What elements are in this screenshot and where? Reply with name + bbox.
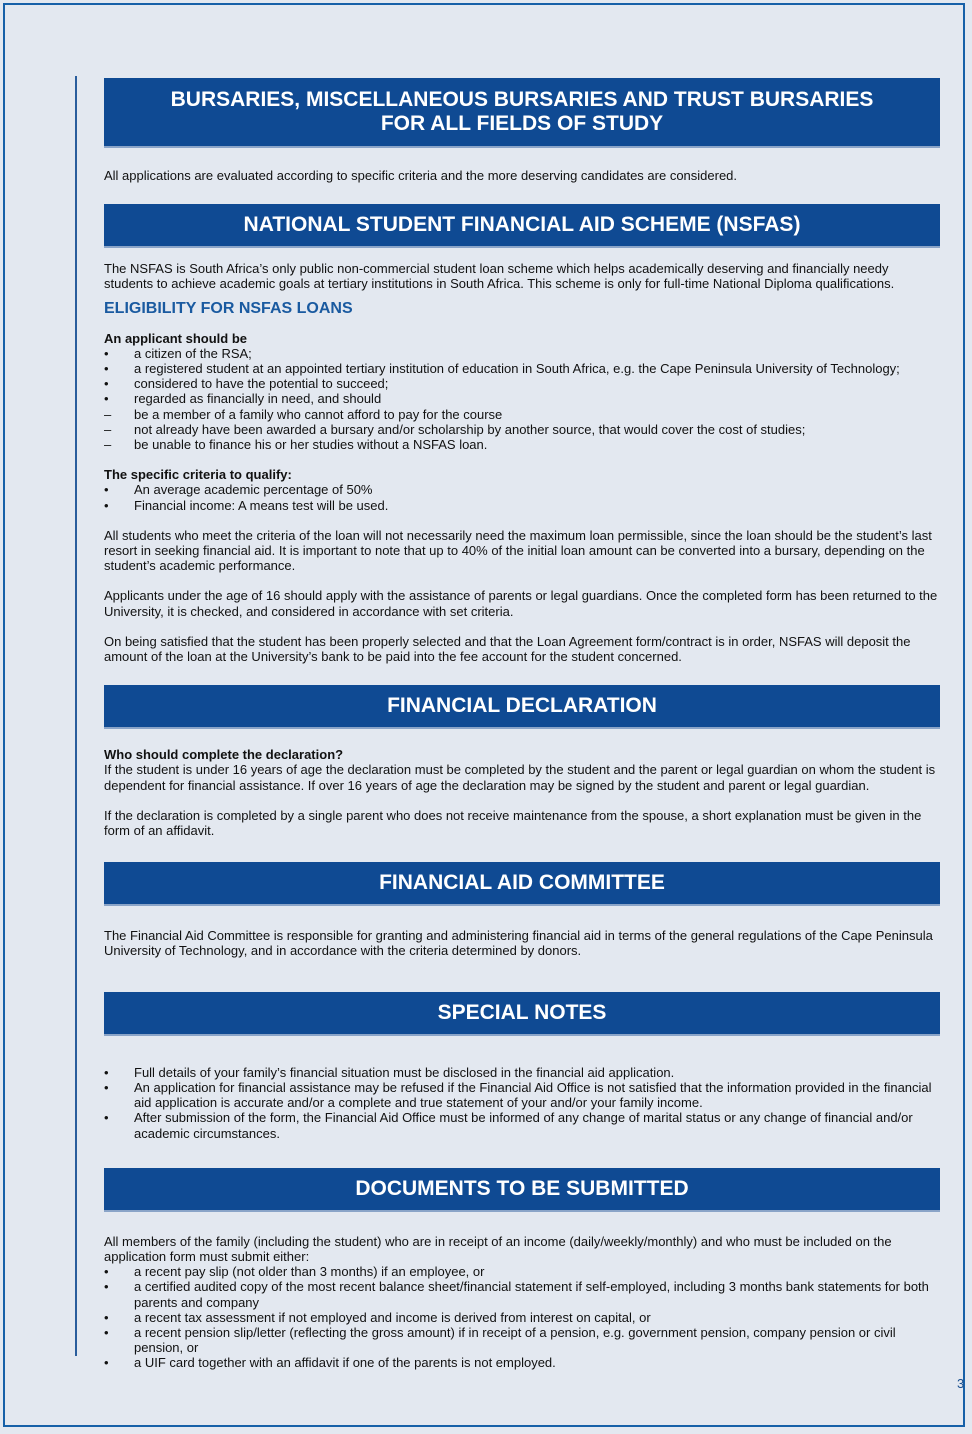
list-item bbox=[104, 346, 940, 361]
list-marker: • bbox=[104, 361, 109, 377]
margin-rule bbox=[75, 76, 77, 1356]
list-item bbox=[104, 361, 940, 376]
nsfas-intro: The NSFAS is South Africa’s only public non-commercial student loan scheme which helps academically deserving and financially needy students to achieve academic goals at tertiary institutions in South Africa. This scheme is only for full-time National Diploma qualifications. bbox=[104, 261, 895, 292]
list-marker: • bbox=[104, 1324, 109, 1340]
list-marker: • bbox=[104, 1110, 109, 1126]
list-item-text: a recent pension slip/letter (reflecting the gross amount) if in receipt of a pension, e.g. government pension, company pension or civil pension, or bbox=[134, 1324, 896, 1356]
applicant-list bbox=[104, 346, 940, 452]
bursaries-title-line1: BURSARIES, MISCELLANEOUS BURSARIES AND TRUST BURSARIES bbox=[170, 88, 874, 111]
nsfas-para1: All students who meet the criteria of the loan will not necessarily need the maximum loan permissible, since the loan should be the student’s last resort in seeking financial aid. It is important to note that up to 40% of the initial loan amount can be converted into a bursary, depending on the student’s academic performance. bbox=[104, 527, 932, 574]
nsfas-title: NATIONAL STUDENT FINANCIAL AID SCHEME (NSFAS) bbox=[243, 213, 801, 237]
eligibility-heading: ELIGIBILITY FOR NSFAS LOANS bbox=[104, 299, 353, 317]
bursaries-banner bbox=[104, 78, 940, 146]
list-marker: • bbox=[104, 1264, 109, 1280]
bursaries-text: All applications are evaluated according to specific criteria and the more deserving candidates are considered. bbox=[104, 168, 738, 183]
document-body bbox=[104, 78, 940, 1371]
nsfas-banner bbox=[104, 204, 940, 246]
list-marker: • bbox=[104, 482, 109, 498]
applicant-heading: An applicant should be bbox=[104, 330, 248, 346]
list-item-text: After submission of the form, the Financial Aid Office must be informed of any change of marital status or any change of financial and/or academic circumstances. bbox=[134, 1110, 913, 1141]
list-item-text: a recent tax assessment if not employed and income is derived from interest on capital, or bbox=[134, 1309, 651, 1325]
notes-title: SPECIAL NOTES bbox=[437, 1000, 607, 1024]
list-item-text: a citizen of the RSA; bbox=[134, 345, 252, 361]
declaration-para1: If the student is under 16 years of age the declaration must be completed by the student and the parent or legal guardian on whom the student is dependent for financial assistance. If over 16 years of age the declaration may be signed by the student and parent or legal guardian. bbox=[104, 762, 936, 793]
list-item-text: a certified audited copy of the most recent balance sheet/financial statement if self-employed, including 3 months bank statements for both parents and company bbox=[134, 1279, 929, 1310]
list-item-text: a recent pay slip (not older than 3 months) if an employee, or bbox=[134, 1264, 485, 1280]
list-item bbox=[104, 391, 940, 406]
declaration-title: FINANCIAL DECLARATION bbox=[387, 694, 657, 718]
list-item-text: regarded as financially in need, and should bbox=[134, 391, 382, 407]
list-item bbox=[104, 1080, 940, 1110]
list-marker: • bbox=[104, 376, 109, 392]
list-marker: – bbox=[104, 437, 112, 453]
documents-banner bbox=[104, 1168, 940, 1210]
list-item bbox=[104, 498, 940, 513]
list-marker: – bbox=[104, 406, 112, 422]
list-marker: • bbox=[104, 1309, 109, 1325]
list-item bbox=[104, 1355, 940, 1370]
notes-list bbox=[104, 1065, 940, 1141]
list-item-text: An average academic percentage of 50% bbox=[134, 482, 373, 498]
list-item-text: considered to have the potential to succeed; bbox=[134, 376, 389, 392]
documents-title: DOCUMENTS TO BE SUBMITTED bbox=[355, 1176, 689, 1200]
list-marker: • bbox=[104, 391, 109, 407]
list-item-text: be unable to finance his or her studies without a NSFAS loan. bbox=[134, 437, 488, 453]
committee-text: The Financial Aid Committee is responsible for granting and administering financial aid in terms of the general regulations of the Cape Peninsula University of Technology, and in accordance with the criteria determined by donors. bbox=[104, 928, 933, 959]
documents-list bbox=[104, 1264, 940, 1370]
nsfas-para3: On being satisfied that the student has been properly selected and that the Loan Agreement form/contract is in order, NSFAS will deposit the amount of the loan at the University’s bank to be paid into the fee account for the student concerned. bbox=[104, 633, 911, 665]
list-item bbox=[104, 437, 940, 452]
list-item bbox=[104, 1264, 940, 1279]
list-marker: • bbox=[104, 1079, 109, 1095]
committee-banner bbox=[104, 862, 940, 904]
criteria-heading: The specific criteria to qualify: bbox=[104, 467, 292, 483]
list-marker: • bbox=[104, 1064, 109, 1080]
list-item-text: An application for financial assistance may be refused if the Financial Aid Office is not satisfied that the information provided in the financial aid application is accurate and/or a complete and true statement of your and/or your family income. bbox=[134, 1079, 932, 1111]
list-item bbox=[104, 376, 940, 391]
nsfas-para2: Applicants under the age of 16 should apply with the assistance of parents or legal guardians. Once the completed form has been returned to the University, it is checked, and considered in accordance with set criteria. bbox=[104, 588, 938, 619]
list-item bbox=[104, 407, 940, 422]
list-item bbox=[104, 1325, 940, 1355]
list-item bbox=[104, 1310, 940, 1325]
list-item bbox=[104, 1279, 940, 1309]
list-item-text: be a member of a family who cannot afford to pay for the course bbox=[134, 406, 503, 422]
list-item-text: a registered student at an appointed tertiary institution of education in South Africa, e.g. the Cape Peninsula University of Technology; bbox=[134, 361, 900, 377]
page-number: 3 bbox=[957, 1376, 965, 1391]
list-item-text: Financial income: A means test will be used. bbox=[134, 497, 389, 513]
list-item bbox=[104, 482, 940, 497]
list-item-text: a UIF card together with an affidavit if one of the parents is not employed. bbox=[134, 1355, 556, 1371]
list-item bbox=[104, 1065, 940, 1080]
list-item-text: Full details of your family’s financial situation must be disclosed in the financial aid application. bbox=[134, 1064, 675, 1080]
criteria-list bbox=[104, 482, 940, 512]
list-item bbox=[104, 422, 940, 437]
documents-intro: All members of the family (including the student) who are in receipt of an income (daily/weekly/monthly) and who must be included on the application form must submit either: bbox=[104, 1233, 892, 1264]
list-marker: • bbox=[104, 1355, 109, 1371]
list-marker: – bbox=[104, 421, 112, 437]
declaration-banner bbox=[104, 685, 940, 727]
list-marker: • bbox=[104, 497, 109, 513]
list-item bbox=[104, 1110, 940, 1140]
list-marker: • bbox=[104, 1279, 109, 1295]
list-item-text: not already have been awarded a bursary and/or scholarship by another source, that would cover the cost of studies; bbox=[134, 421, 806, 437]
declaration-question: Who should complete the declaration? bbox=[104, 747, 344, 763]
bursaries-title-line2: FOR ALL FIELDS OF STUDY bbox=[380, 112, 664, 135]
notes-banner bbox=[104, 992, 940, 1034]
committee-title: FINANCIAL AID COMMITTEE bbox=[379, 871, 665, 895]
list-marker: • bbox=[104, 345, 109, 361]
declaration-para2: If the declaration is completed by a single parent who does not receive maintenance from the spouse, a short explanation must be given in the form of an affidavit. bbox=[104, 807, 922, 839]
